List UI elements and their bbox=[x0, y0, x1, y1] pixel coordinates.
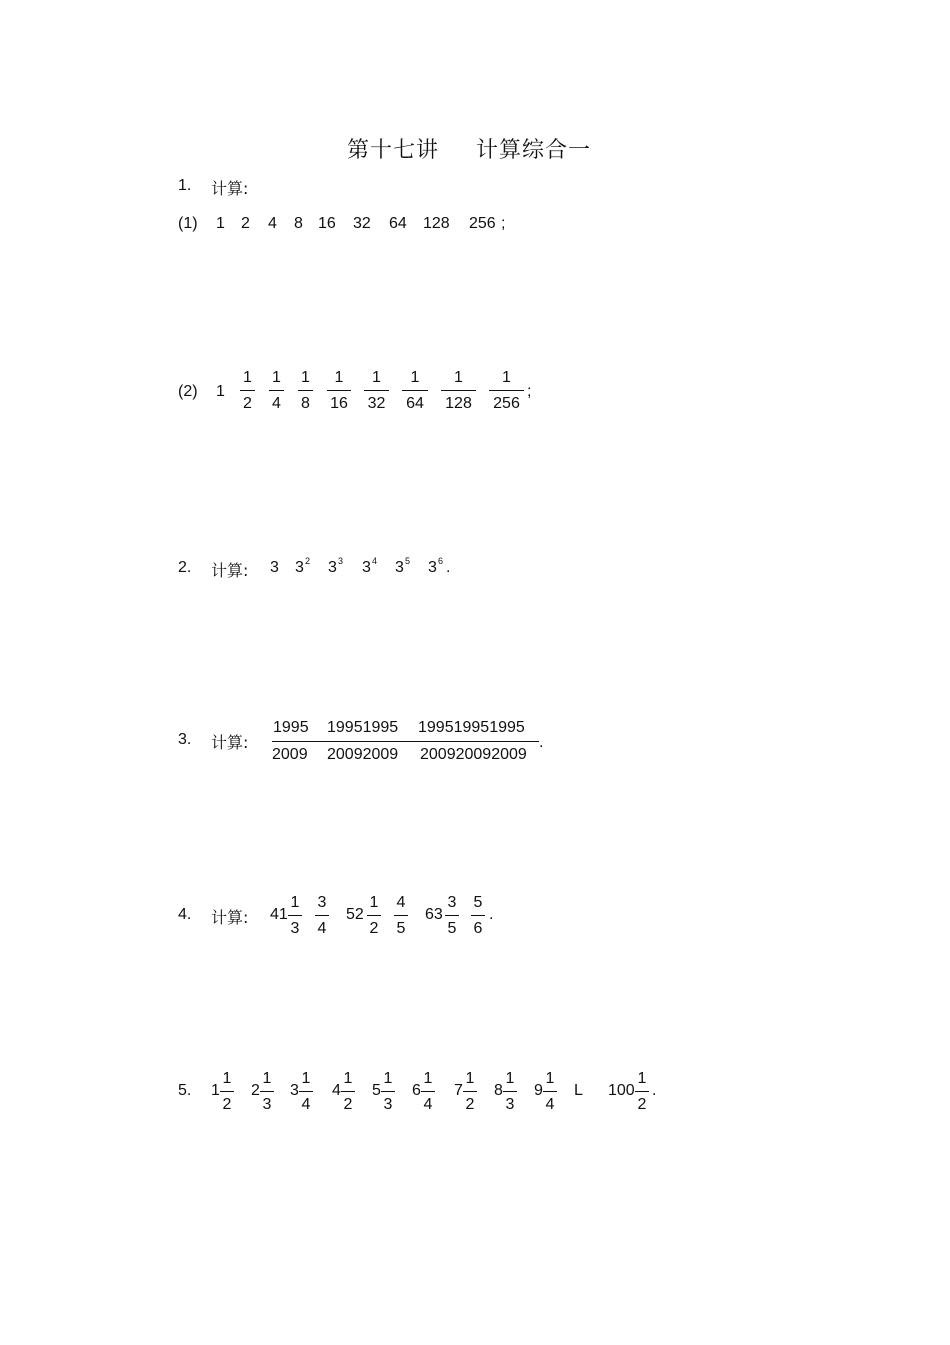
end-mark: . bbox=[652, 1082, 657, 1099]
fraction bbox=[394, 894, 408, 938]
denominator: 2 bbox=[637, 1096, 647, 1113]
fraction-bar bbox=[364, 390, 389, 391]
numerator: 1 bbox=[301, 369, 310, 386]
denominator: 2 bbox=[465, 1096, 475, 1113]
fraction-bar bbox=[489, 390, 524, 391]
problem-2-label: 计算: bbox=[211, 561, 249, 580]
denominator: 4 bbox=[423, 1096, 433, 1113]
numerator: 1 bbox=[505, 1070, 515, 1087]
whole-part: 9 bbox=[534, 1082, 543, 1099]
denominator: 5 bbox=[447, 920, 457, 937]
denominator: 4 bbox=[317, 920, 327, 937]
denominator: 5 bbox=[396, 920, 406, 937]
term: 16 bbox=[318, 215, 336, 232]
numerator: 5 bbox=[473, 894, 483, 911]
fraction bbox=[463, 1070, 477, 1114]
denominator: 2 bbox=[222, 1096, 232, 1113]
term: 128 bbox=[423, 215, 450, 232]
numerator: 1 bbox=[637, 1070, 647, 1087]
problem-1-2-tag: (2) bbox=[178, 383, 198, 400]
numerator: 1 bbox=[369, 894, 379, 911]
whole-part: 1 bbox=[211, 1082, 220, 1099]
denominator: 32 bbox=[367, 395, 386, 412]
end-mark: . bbox=[539, 734, 544, 751]
fraction-bar bbox=[341, 1091, 355, 1092]
denominator: 2 bbox=[343, 1096, 353, 1113]
fraction-bar bbox=[299, 1091, 313, 1092]
problem-1-label: 计算: bbox=[211, 179, 249, 198]
exponent: 4 bbox=[372, 556, 378, 566]
denominator: 200920092009 bbox=[420, 746, 527, 763]
whole-part: 6 bbox=[412, 1082, 421, 1099]
denominator: 2009 bbox=[272, 746, 308, 763]
term: 32 bbox=[353, 215, 371, 232]
term: 2 bbox=[241, 215, 250, 232]
fraction-bar bbox=[367, 915, 381, 916]
problem-1-1-tag: (1) bbox=[178, 215, 198, 232]
term: 8 bbox=[294, 215, 303, 232]
fraction bbox=[288, 894, 302, 938]
numerator: 1 bbox=[372, 369, 381, 386]
numerator: 3 bbox=[317, 894, 327, 911]
fraction bbox=[421, 1070, 435, 1114]
fraction-bar bbox=[272, 741, 539, 742]
denominator: 4 bbox=[545, 1096, 555, 1113]
denominator: 16 bbox=[330, 395, 348, 412]
end-mark: . bbox=[446, 559, 451, 576]
base: 3 bbox=[395, 559, 404, 576]
whole-part: 63 bbox=[425, 906, 443, 923]
numerator: 19951995 bbox=[327, 719, 399, 736]
exponent: 2 bbox=[305, 556, 311, 566]
numerator: 1 bbox=[502, 369, 511, 386]
numerator: 1 bbox=[272, 369, 281, 386]
fraction bbox=[327, 369, 351, 413]
fraction bbox=[220, 1070, 234, 1114]
denominator: 20092009 bbox=[327, 746, 399, 763]
fraction-bar bbox=[441, 390, 476, 391]
term: 1 bbox=[216, 383, 225, 400]
numerator: 1 bbox=[454, 369, 463, 386]
whole-part: 100 bbox=[608, 1082, 635, 1099]
denominator: 3 bbox=[290, 920, 300, 937]
denominator: 6 bbox=[473, 920, 483, 937]
fraction-bar bbox=[269, 390, 284, 391]
fraction bbox=[471, 894, 485, 938]
fraction-bar bbox=[220, 1091, 234, 1092]
whole-part: 7 bbox=[454, 1082, 463, 1099]
denominator: 4 bbox=[272, 395, 281, 412]
end-mark: ; bbox=[527, 383, 532, 400]
base: 3 bbox=[428, 559, 437, 576]
denominator: 4 bbox=[301, 1096, 311, 1113]
fraction-bar bbox=[635, 1091, 649, 1092]
fraction-bar bbox=[471, 915, 485, 916]
numerator: 1 bbox=[343, 1070, 353, 1087]
base: 3 bbox=[295, 559, 304, 576]
fraction-bar bbox=[402, 390, 428, 391]
numerator: 4 bbox=[396, 894, 406, 911]
end-mark: ; bbox=[501, 215, 506, 232]
numerator: 1 bbox=[545, 1070, 555, 1087]
denominator: 64 bbox=[406, 395, 424, 412]
exponent: 5 bbox=[405, 556, 411, 566]
term: 256 bbox=[469, 215, 496, 232]
base: 3 bbox=[270, 559, 279, 576]
denominator: 2 bbox=[369, 920, 379, 937]
problem-4-label: 计算: bbox=[211, 908, 249, 927]
exponent: 3 bbox=[338, 556, 344, 566]
numerator: 1 bbox=[423, 1070, 433, 1087]
problem-4-number: 4. bbox=[178, 906, 192, 923]
numerator: 1 bbox=[290, 894, 300, 911]
fraction-bar bbox=[327, 390, 351, 391]
fraction bbox=[402, 369, 428, 413]
whole-part: 8 bbox=[494, 1082, 503, 1099]
numerator: 1 bbox=[262, 1070, 272, 1087]
denominator: 3 bbox=[505, 1096, 515, 1113]
whole-part: 5 bbox=[372, 1082, 381, 1099]
whole-part: 52 bbox=[346, 906, 364, 923]
problem-3-number: 3. bbox=[178, 731, 192, 748]
denominator: 3 bbox=[383, 1096, 393, 1113]
fraction-bar bbox=[394, 915, 408, 916]
numerator: 1 bbox=[222, 1070, 232, 1087]
fraction bbox=[341, 1070, 355, 1114]
fraction bbox=[367, 894, 381, 938]
fraction bbox=[364, 369, 389, 413]
lecture-title: 计算综合一 bbox=[476, 138, 592, 163]
base: 3 bbox=[362, 559, 371, 576]
fraction-bar bbox=[381, 1091, 395, 1092]
fraction-bar bbox=[298, 390, 313, 391]
fraction bbox=[503, 1070, 517, 1114]
base: 3 bbox=[328, 559, 337, 576]
whole-part: 4 bbox=[332, 1082, 341, 1099]
whole-part: 41 bbox=[270, 906, 288, 923]
whole-part: 2 bbox=[251, 1082, 260, 1099]
fraction-bar bbox=[445, 915, 459, 916]
lecture-number: 第十七讲 bbox=[347, 138, 440, 163]
term: 1 bbox=[216, 215, 225, 232]
problem-5-number: 5. bbox=[178, 1082, 192, 1099]
denominator: 2 bbox=[243, 395, 252, 412]
denominator: 8 bbox=[301, 395, 310, 412]
fraction bbox=[441, 369, 476, 413]
fraction bbox=[635, 1070, 649, 1114]
numerator: 199519951995 bbox=[418, 719, 525, 736]
fraction bbox=[240, 369, 255, 413]
numerator: 1 bbox=[301, 1070, 311, 1087]
term: 64 bbox=[389, 215, 407, 232]
numerator: 3 bbox=[447, 894, 457, 911]
fraction-bar bbox=[315, 915, 329, 916]
fraction bbox=[260, 1070, 274, 1114]
numerator: 1995 bbox=[273, 719, 309, 736]
denominator: 128 bbox=[445, 395, 472, 412]
numerator: 1 bbox=[383, 1070, 393, 1087]
fraction-bar bbox=[288, 915, 302, 916]
problem-3-label: 计算: bbox=[211, 733, 249, 752]
fraction bbox=[489, 369, 524, 413]
fraction-bar bbox=[240, 390, 255, 391]
denominator: 256 bbox=[493, 395, 520, 412]
fraction-bar bbox=[260, 1091, 274, 1092]
numerator: 1 bbox=[410, 369, 420, 386]
fraction-bar bbox=[421, 1091, 435, 1092]
ellipsis: L bbox=[574, 1082, 583, 1099]
fraction bbox=[315, 894, 329, 938]
fraction-bar bbox=[463, 1091, 477, 1092]
problem-1-number: 1. bbox=[178, 177, 192, 194]
fraction bbox=[445, 894, 459, 938]
fraction-bar bbox=[543, 1091, 557, 1092]
fraction bbox=[298, 369, 313, 413]
problem-2-number: 2. bbox=[178, 559, 192, 576]
fraction bbox=[381, 1070, 395, 1114]
numerator: 1 bbox=[243, 369, 252, 386]
exponent: 6 bbox=[438, 556, 444, 566]
end-mark: . bbox=[489, 906, 494, 923]
whole-part: 3 bbox=[290, 1082, 299, 1099]
numerator: 1 bbox=[334, 369, 344, 386]
fraction bbox=[543, 1070, 557, 1114]
fraction bbox=[269, 369, 284, 413]
denominator: 3 bbox=[262, 1096, 272, 1113]
fraction bbox=[299, 1070, 313, 1114]
numerator: 1 bbox=[465, 1070, 475, 1087]
fraction-bar bbox=[503, 1091, 517, 1092]
term: 4 bbox=[268, 215, 277, 232]
